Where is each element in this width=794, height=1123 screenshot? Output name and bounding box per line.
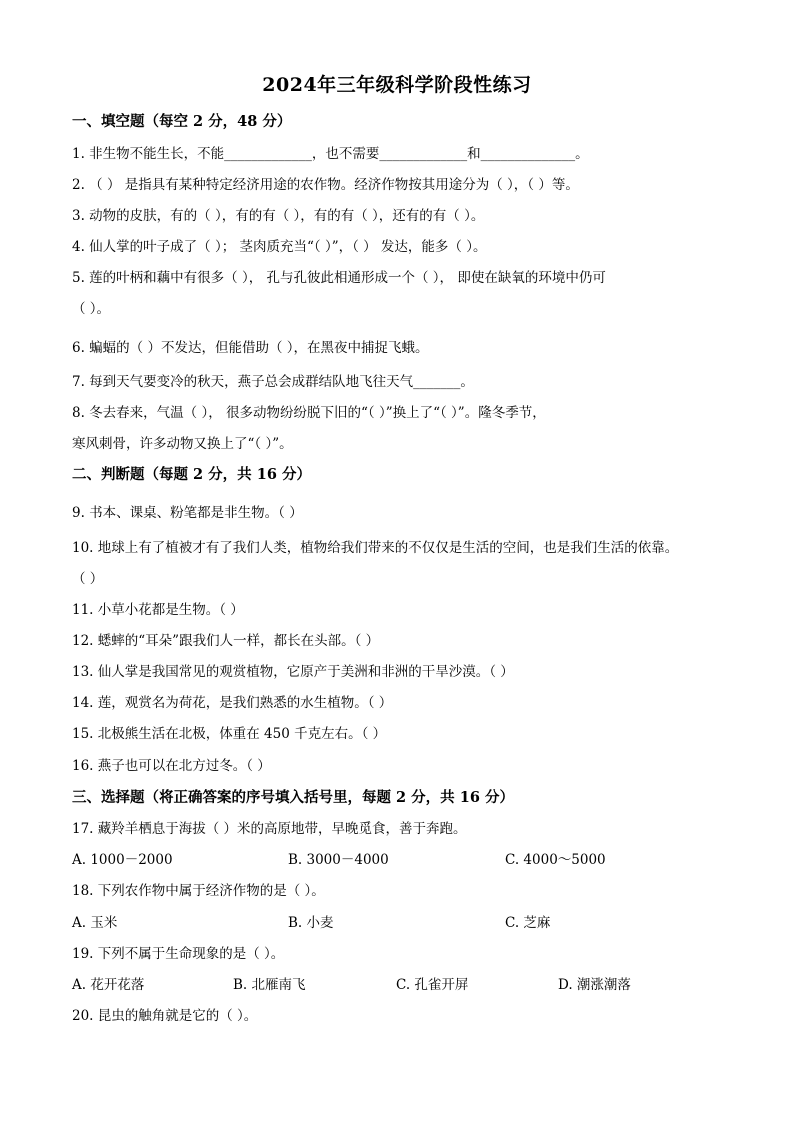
q19-option-a: A. 花开花落	[72, 977, 145, 993]
question-4: 4. 仙人掌的叶子成了（ ）； 茎肉质充当“（ ）”，（ ） 发达，能多（ ）。	[72, 239, 487, 255]
question-14: 14. 莲，观赏名为荷花，是我们熟悉的水生植物。（ ）	[72, 695, 393, 711]
question-8-continued: 寒风刺骨，许多动物又换上了“（ ）”。	[72, 436, 293, 452]
question-7: 7. 每到天气要变冷的秋天，燕子总会成群结队地飞往天气_______。	[72, 374, 474, 390]
q17-option-b: B. 3000－4000	[288, 852, 389, 868]
question-10-continued: （ ）	[72, 571, 104, 587]
question-10: 10. 地球上有了植被才有了我们人类，植物给我们带来的不仅仅是生活的空间，也是我们生活的依靠。	[72, 540, 679, 556]
question-1: 1. 非生物不能生长，不能_____________，也不需要_____________和______________。	[72, 146, 589, 162]
q19-option-d: D. 潮涨潮落	[558, 977, 631, 993]
question-15: 15. 北极熊生活在北极，体重在 450 千克左右。（ ）	[72, 726, 387, 742]
q17-option-a: A. 1000－2000	[72, 852, 173, 868]
page-title: 2024年三年级科学阶段性练习	[262, 74, 532, 96]
question-11: 11. 小草小花都是生物。（ ）	[72, 602, 244, 618]
q18-option-c: C. 芝麻	[505, 915, 551, 931]
q19-option-c: C. 孔雀开屏	[396, 977, 469, 993]
question-6: 6. 蝙蝠的（ ）不发达，但能借助（ ），在黑夜中捕捉飞蛾。	[72, 340, 429, 356]
q18-option-b: B. 小麦	[288, 915, 334, 931]
section3-heading: 三、选择题（将正确答案的序号填入括号里，每题 2 分，共 16 分）	[72, 789, 514, 806]
question-5: 5. 莲的叶柄和藕中有很多（ ）， 孔与孔彼此相通形成一个（ ）， 即使在缺氧的环境中仍可	[72, 270, 606, 286]
question-13: 13. 仙人掌是我国常见的观赏植物，它原产于美洲和非洲的干旱沙漠。（ ）	[72, 664, 514, 680]
section2-heading: 二、判断题（每题 2 分，共 16 分）	[72, 466, 311, 483]
question-12: 12. 蟋蟀的“耳朵”跟我们人一样，都长在头部。（ ）	[72, 633, 380, 649]
question-17: 17. 藏羚羊栖息于海拔（ ）米的高原地带，早晚觅食，善于奔跑。	[72, 821, 467, 837]
question-18: 18. 下列农作物中属于经济作物的是（ ）。	[72, 883, 325, 899]
question-9: 9. 书本、课桌、粉笔都是非生物。（ ）	[72, 505, 303, 521]
question-19: 19. 下列不属于生命现象的是（ ）。	[72, 946, 285, 962]
question-3: 3. 动物的皮肤，有的（ ），有的有（ ），有的有（ ），还有的有（ ）。	[72, 208, 485, 224]
section1-heading: 一、填空题（每空 2 分，48 分）	[72, 113, 292, 130]
question-8: 8. 冬去春来，气温（ ）， 很多动物纷纷脱下旧的“（ ）”换上了“（ ）”。隆冬季节，	[72, 405, 546, 421]
q17-option-c: C. 4000～5000	[505, 852, 606, 868]
q18-option-a: A. 玉米	[72, 915, 118, 931]
question-20: 20. 昆虫的触角就是它的（ ）。	[72, 1008, 258, 1024]
q19-option-b: B. 北雁南飞	[233, 977, 306, 993]
question-16: 16. 燕子也可以在北方过冬。（ ）	[72, 758, 271, 774]
question-5-continued: （ ）。	[72, 301, 111, 317]
question-2: 2. （ ） 是指具有某种特定经济用途的农作物。经济作物按其用途分为（ ），（ ）等。	[72, 177, 579, 193]
